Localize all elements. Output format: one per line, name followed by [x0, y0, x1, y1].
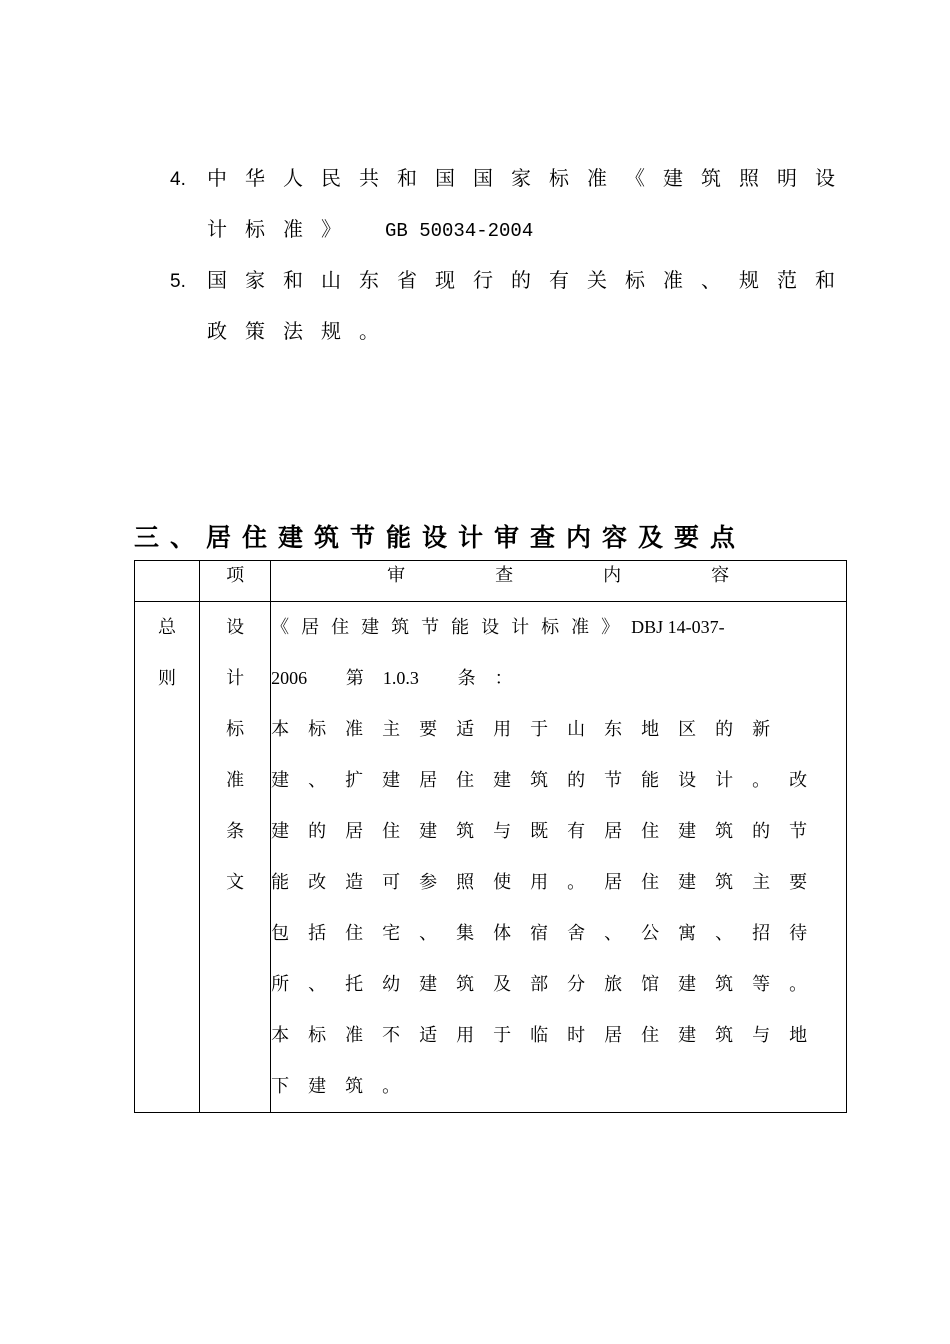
table-header-row [135, 561, 847, 602]
table-row [135, 602, 847, 1113]
standard-line [271, 602, 846, 653]
review-content-cell [271, 602, 847, 1113]
content-line: 建、扩建居住建筑的节能设计。改 [271, 770, 827, 791]
item-cell [200, 602, 271, 1113]
reference-list [170, 153, 853, 357]
header-char: 内 [603, 565, 622, 586]
category-cell [135, 602, 200, 1113]
standard-code: DBJ 14-037- [631, 617, 725, 637]
item-char: 计 [226, 668, 245, 689]
item-char: 准 [226, 770, 245, 791]
header-char: 查 [495, 565, 514, 586]
clause-year: 2006 [271, 668, 308, 688]
reference-text: 计标准》 [207, 217, 359, 241]
content-line: 本标准不适用于临时居住建筑与地 [271, 1025, 827, 1046]
header-char: 审 [387, 565, 406, 586]
reference-number: 4. [170, 169, 186, 190]
reference-item-4-cont [170, 204, 810, 255]
clause-di: 第 [345, 668, 383, 689]
header-cell-empty [135, 561, 200, 602]
item-char: 文 [226, 872, 245, 893]
reference-number: 5. [170, 271, 186, 292]
reference-item-5 [170, 255, 853, 306]
reference-text: 中华人民共和国国家标准《建筑照明设 [207, 166, 853, 190]
header-cell-item: 项 [200, 561, 271, 602]
content-line: 能改造可参照使用。居住建筑主要 [271, 872, 827, 893]
header-cell-review [271, 561, 847, 602]
category-char: 则 [158, 668, 177, 689]
reference-item-4 [170, 153, 853, 204]
content-line: 建的居住建筑与既有居住建筑的节 [271, 821, 827, 842]
item-char: 条 [226, 821, 245, 842]
content-line: 所、托幼建筑及部分旅馆建筑等。 [271, 974, 827, 995]
item-char: 标 [226, 719, 245, 740]
content-line: 包括住宅、集体宿舍、公寓、招待 [271, 923, 827, 944]
section-title: 三、居住建筑节能设计审查内容及要点 [134, 523, 747, 552]
category-char: 总 [158, 617, 177, 638]
content-line: 下建筑。 [271, 1076, 420, 1097]
reference-code: GB 50034-2004 [385, 220, 534, 242]
reference-text: 国家和山东省现行的有关标准、规范和 [207, 268, 853, 292]
item-char: 设 [226, 617, 245, 638]
clause-line [271, 653, 846, 704]
review-table [134, 560, 847, 1113]
clause-tiao: 条： [457, 668, 532, 689]
reference-text: 政策法规。 [207, 319, 397, 343]
content-line: 本标准主要适用于山东地区的新 [271, 719, 790, 740]
standard-title: 《居住建筑节能设计标准》 [271, 617, 632, 638]
reference-item-5-cont [170, 306, 810, 357]
clause-number: 1.0.3 [382, 668, 419, 688]
header-char: 容 [711, 565, 730, 586]
